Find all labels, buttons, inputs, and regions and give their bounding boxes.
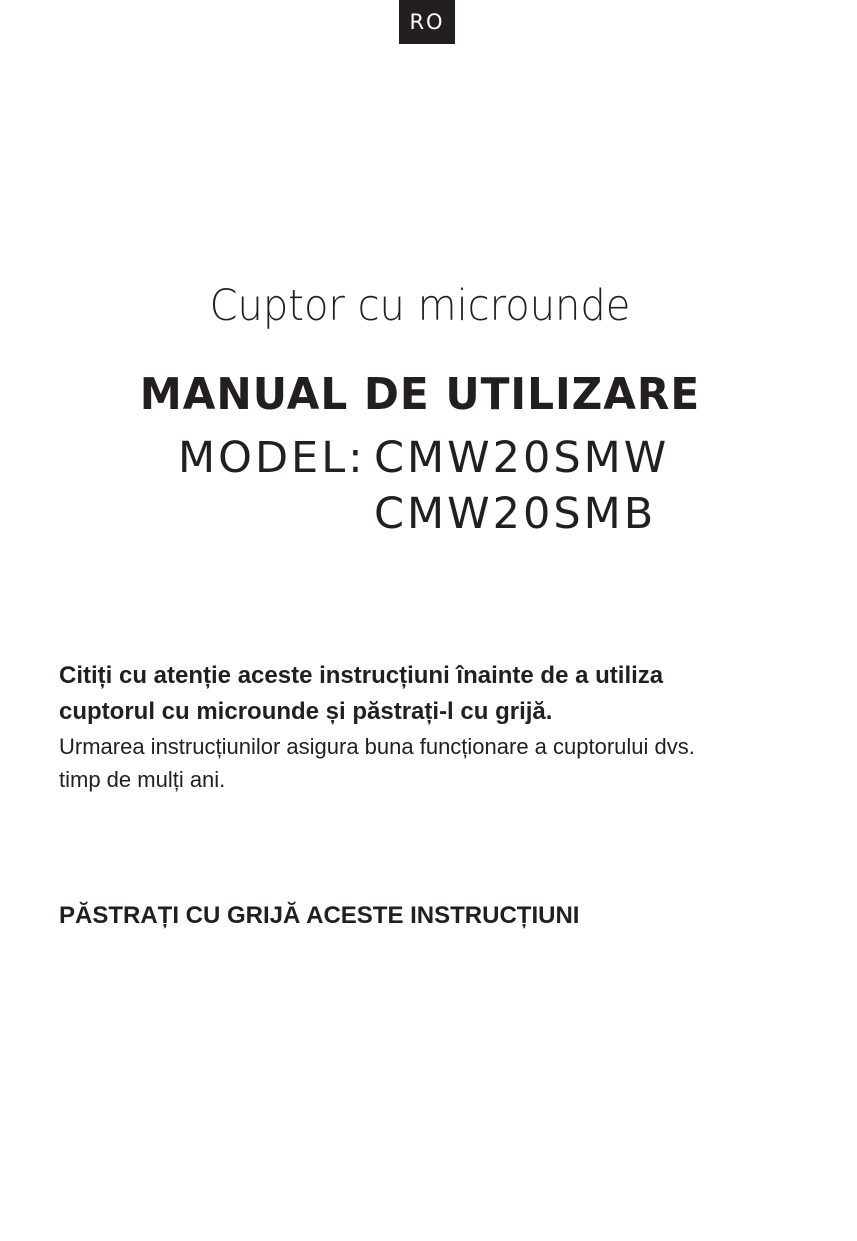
language-badge: RO — [399, 0, 455, 44]
model-number-black: CMW20SMB — [374, 489, 657, 539]
model-label: MODEL: — [178, 433, 366, 483]
product-name: Cuptor cu microunde — [209, 281, 631, 331]
model-list — [374, 430, 669, 542]
intro-bold-line-2: cuptorul cu microunde și păstrați-l cu grijă. — [59, 698, 553, 725]
intro-regular-line-1: Urmarea instrucțiunilor asigura buna funcționare a cuptorului dvs. — [59, 734, 695, 759]
intro-paragraph — [59, 658, 799, 796]
manual-title: MANUAL DE UTILIZARE — [139, 369, 701, 420]
intro-bold-line-1: Citiți cu atenție aceste instrucțiuni înainte de a utiliza — [59, 662, 664, 689]
intro-regular-line-2: timp de mulți ani. — [59, 767, 226, 792]
model-number-white: CMW20SMW — [374, 433, 670, 483]
keep-instructions-notice: PĂSTRAȚI CU GRIJĂ ACESTE INSTRUCȚIUNI — [59, 902, 580, 929]
